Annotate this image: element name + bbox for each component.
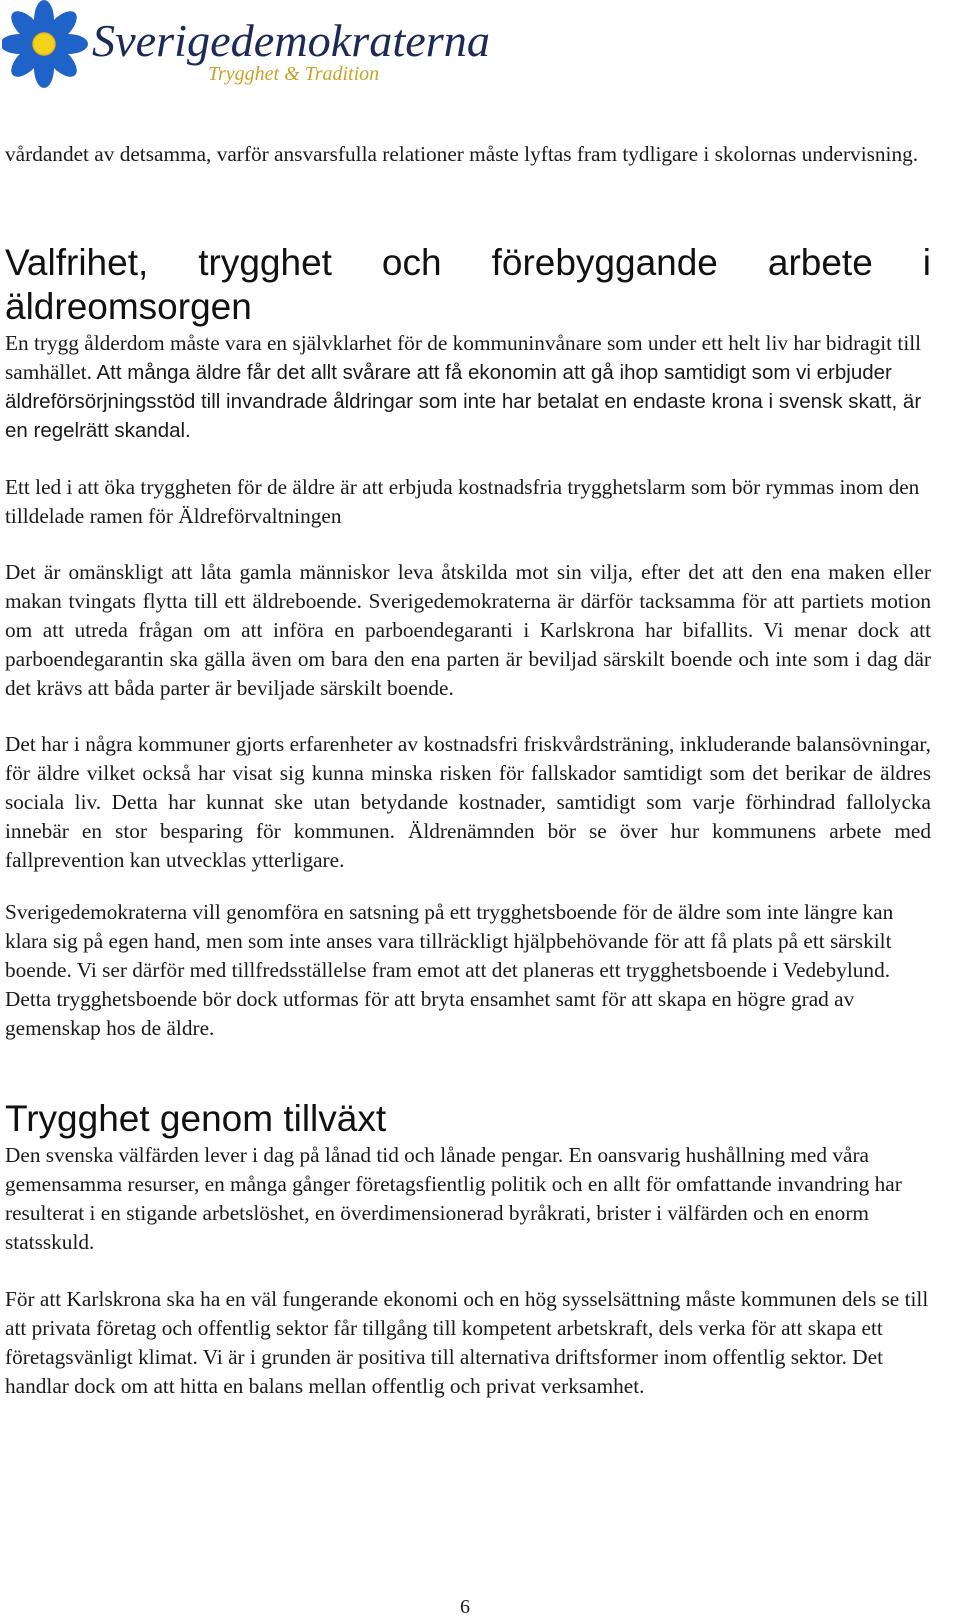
paragraph-economy: För att Karlskrona ska ha en väl fungerande ekonomi och en hög sysselsättning måste kommunen dels se till att privata företag och offentlig sektor får tillgång till kompetent arbetskraft, dels verka för att skapa ett företagsvänligt klimat. Vi är i grunden är positiva till alternativa driftsformer inom offentlig sektor. Det handlar dock om att hitta en balans mellan offentlig och privat verksamhet. — [5, 1287, 929, 1398]
logo-wordmark: Sverigedemokraterna — [92, 16, 490, 66]
document-body — [5, 140, 931, 1401]
paragraph-elderly-intro-a: En trygg ålderdom måste vara en självklarhet för de kommuninvånare som under ett helt liv har bidragit till samhället. — [5, 331, 922, 384]
heading-elderly-care-line2: äldreomsorgen — [5, 286, 252, 327]
party-logo — [2, 0, 502, 96]
paragraph-continuation: vårdandet av detsamma, varför ansvarsfulla relationer måste lyftas fram tydligare i skolornas undervisning. — [5, 142, 919, 166]
flower-icon — [2, 0, 88, 88]
page-number: 6 — [460, 1596, 470, 1618]
heading-growth: Trygghet genom tillväxt — [5, 1098, 387, 1139]
logo-tagline: Trygghet & Tradition — [208, 63, 380, 85]
paragraph-fall-prevention: Det har i några kommuner gjorts erfarenheter av kostnadsfri friskvårdsträning, inkluderande balansövningar, för äldre vilket också har visat sig kunna minska risken för fallskador samtidigt som det berikar de äldres sociala liv. Detta har kunnat ske utan betydande kostnader, samtidigt som varje förhindrad fallolycka innebär en stor besparing för kommunen. Äldrenämnden bör se över hur kommunens arbete med fallprevention kan utvecklas ytterligare. — [5, 732, 931, 872]
heading-elderly-care-line1: Valfrihet, trygghet och förebyggande arbete i — [5, 242, 931, 283]
paragraph-couple-housing: Det är omänskligt att låta gamla människor leva åtskilda mot sin vilja, efter det att den ena maken eller makan tvingats flytta till ett äldreboende. Sverigedemokraterna är därför tacksamma för att partiets motion om att utreda frågan om att införa en parboendegaranti i Karlskrona har bifallits. Vi menar dock att parboendegarantin ska gälla även om bara den ena parten är beviljad särskilt boende och inte som i dag där det krävs att båda parter är beviljade särskilt boende. — [5, 560, 931, 700]
paragraph-security-housing: Sverigedemokraterna vill genomföra en satsning på ett trygghetsboende för de äldre som inte längre kan klara sig på egen hand, men som inte anses vara tillräckligt hjälpbehövande för att få plats på ett särskilt boende. Vi ser därför med tillfredsställelse fram emot att det planeras ett trygghetsboende i Vedebylund. Detta trygghetsboende bör dock utformas för att bryta ensamhet samt för att skapa en högre grad av gemenskap hos de äldre. — [5, 900, 894, 1040]
paragraph-elderly-intro-b: Att många äldre får det allt svårare att få ekonomin att gå ihop samtidigt som vi erbjuder äldreförsörjningsstöd till invandrade åldringar som inte har betalat en endaste krona i svensk skatt, är en regelrätt skandal. — [5, 361, 922, 442]
paragraph-elderly-intro — [5, 329, 931, 445]
paragraph-safety-alarms: Ett led i att öka tryggheten för de äldre är att erbjuda kostnadsfria trygghetslarm som bör rymmas inom den tilldelade ramen för Äldreförvaltningen — [5, 475, 920, 528]
paragraph-welfare: Den svenska välfärden lever i dag på lånad tid och lånade pengar. En oansvarig hushållning med våra gemensamma resurser, en många gånger företagsfientlig politik och en allt för omfattande invandring har resulterat i en stigande arbetslöshet, en överdimensionerad byråkrati, brister i välfärden och en enorm statsskuld. — [5, 1143, 902, 1254]
